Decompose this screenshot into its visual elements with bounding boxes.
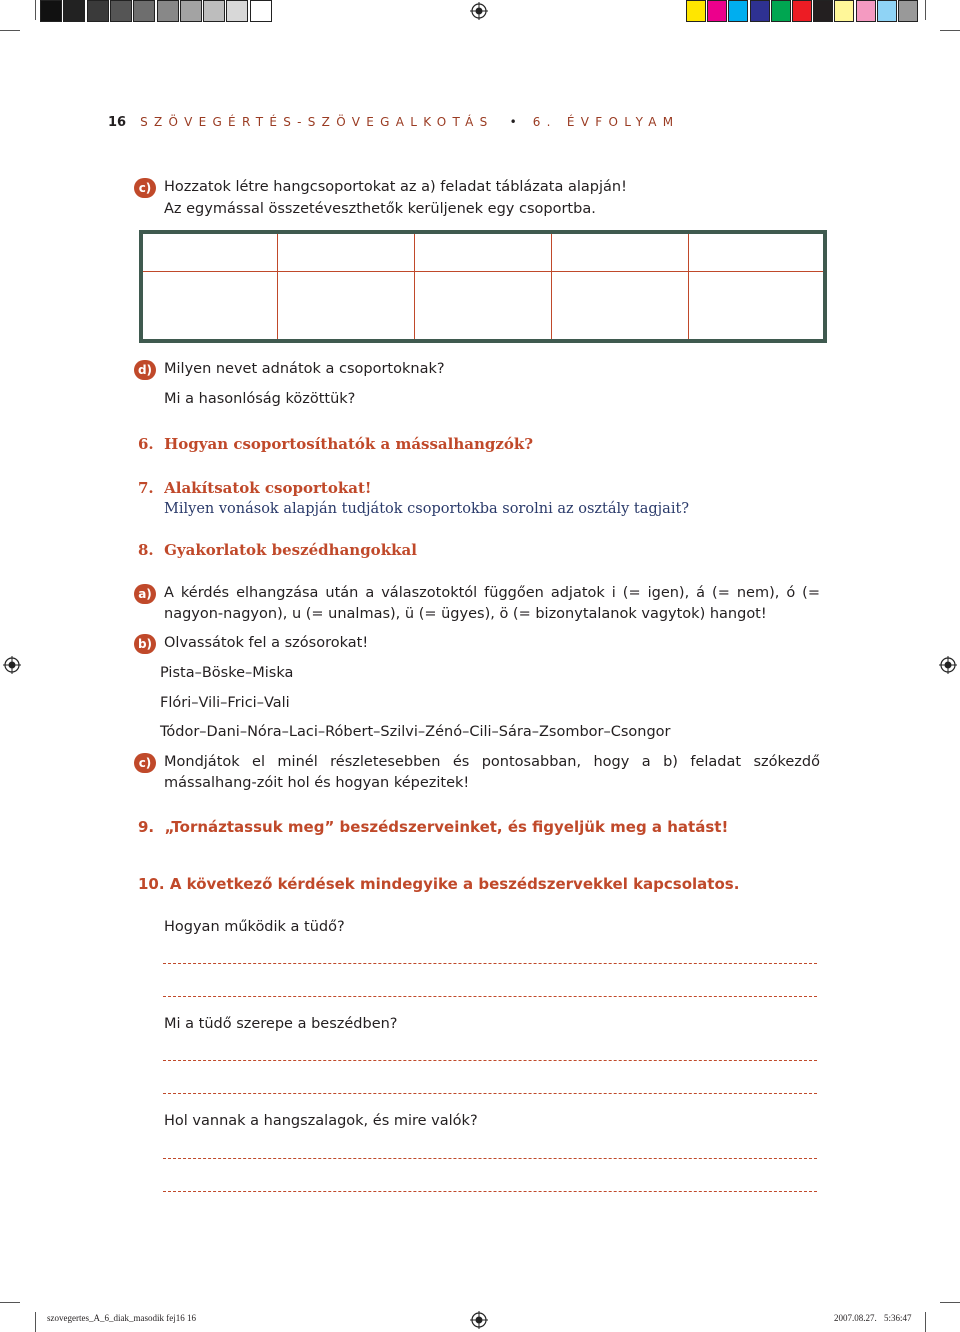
color-swatch bbox=[728, 0, 748, 22]
registration-mark-icon bbox=[939, 656, 957, 674]
color-swatch bbox=[686, 0, 706, 22]
task-d-line2: Mi a hasonlóság közöttük? bbox=[164, 391, 356, 407]
task-8-heading: 8. Gyakorlatok beszédhangokkal bbox=[138, 541, 417, 559]
gray-swatch bbox=[203, 0, 225, 22]
question-2: Mi a tüdő szerepe a beszédben? bbox=[164, 1016, 398, 1032]
color-swatch bbox=[856, 0, 876, 22]
answer-line[interactable] bbox=[163, 1060, 817, 1061]
question-1: Hogyan működik a tüdő? bbox=[164, 919, 345, 935]
gray-swatch bbox=[250, 0, 272, 22]
color-swatch bbox=[813, 0, 833, 22]
task-8c-text: Mondjátok el minél részletesebben és pontosabban, hogy a b) feladat szókezdő mássalhang-zóit hol és hogyan képezitek! bbox=[164, 754, 820, 791]
gray-swatch bbox=[157, 0, 179, 22]
answer-line[interactable] bbox=[163, 963, 817, 964]
task-badge-d: d) bbox=[134, 360, 156, 380]
page-number: 16 bbox=[108, 115, 127, 130]
gray-swatch bbox=[180, 0, 202, 22]
answer-grid-table[interactable] bbox=[139, 230, 827, 343]
task-7-subtext: Milyen vonások alapján tudjátok csoportokba sorolni az osztály tagjait? bbox=[164, 501, 690, 517]
crop-mark-bottom-left bbox=[0, 1302, 20, 1303]
crop-mark-top-right bbox=[940, 30, 960, 31]
task-8a-text: A kérdés elhangzása után a válaszotoktól függően adjatok i (= igen), á (= nem), ó (= nagyon-nagyon), u (= unalmas), ü (= ügyes), ö (= bizonytalanok vagytok) hangot! bbox=[164, 585, 820, 622]
header-title-left: SZÖVEGÉRTÉS-SZÖVEGALKOTÁS bbox=[140, 115, 494, 129]
word-row-2: Flóri–Vili–Frici–Vali bbox=[160, 695, 290, 711]
word-row-3: Tódor–Dani–Nóra–Laci–Róbert–Szilvi–Zénó–Cili–Sára–Zsombor–Csongor bbox=[160, 724, 671, 740]
header-bullet: • bbox=[509, 115, 517, 129]
color-swatch bbox=[898, 0, 918, 22]
color-swatch bbox=[771, 0, 791, 22]
gray-swatch bbox=[110, 0, 132, 22]
task-badge-b: b) bbox=[134, 634, 156, 654]
answer-line[interactable] bbox=[163, 1158, 817, 1159]
task-9-heading: 9. „Tornáztassuk meg” beszédszerveinket, és figyeljük meg a hatást! bbox=[138, 818, 729, 836]
question-3: Hol vannak a hangszalagok, és mire valók? bbox=[164, 1113, 478, 1129]
gray-swatch bbox=[226, 0, 248, 22]
task-c-line2: Az egymással összetéveszthetők kerüljenek egy csoportba. bbox=[164, 201, 596, 217]
running-header bbox=[108, 115, 679, 130]
task-8b-text: Olvassátok fel a szósorokat! bbox=[164, 635, 369, 651]
crop-mark-top-right-v bbox=[925, 0, 926, 20]
gray-swatch bbox=[87, 0, 109, 22]
task-10-heading: 10. A következő kérdések mindegyike a beszédszervekkel kapcsolatos. bbox=[138, 875, 740, 893]
registration-mark-icon bbox=[470, 1311, 488, 1329]
footer-time: 5:36:47 bbox=[884, 1313, 912, 1323]
color-swatch bbox=[834, 0, 854, 22]
answer-line[interactable] bbox=[163, 1093, 817, 1094]
crop-mark-top-left bbox=[0, 30, 20, 31]
answer-line[interactable] bbox=[163, 996, 817, 997]
crop-mark-top-left-v bbox=[35, 0, 36, 20]
crop-mark-bottom-left-v bbox=[35, 1312, 36, 1332]
task-badge-a: a) bbox=[134, 584, 156, 604]
color-swatch bbox=[877, 0, 897, 22]
gray-swatch bbox=[133, 0, 155, 22]
gray-swatch bbox=[63, 0, 85, 22]
task-6-heading: 6. Hogyan csoportosíthatók a mássalhangzók? bbox=[138, 435, 534, 453]
registration-mark-icon bbox=[470, 2, 488, 20]
footer-file: szovegertes_A_6_diak_masodik fej16 16 bbox=[47, 1313, 196, 1323]
color-swatch bbox=[707, 0, 727, 22]
task-d-line1: Milyen nevet adnátok a csoportoknak? bbox=[164, 361, 445, 377]
gray-swatch bbox=[40, 0, 62, 22]
color-swatch bbox=[792, 0, 812, 22]
task-7-heading: 7. Alakítsatok csoportokat! bbox=[138, 479, 372, 497]
crop-mark-bottom-right-v bbox=[925, 1312, 926, 1332]
color-swatch bbox=[750, 0, 770, 22]
header-title-right: 6. ÉVFOLYAM bbox=[532, 115, 680, 129]
task-badge-c: c) bbox=[134, 178, 156, 198]
answer-line[interactable] bbox=[163, 1191, 817, 1192]
task-c-line1: Hozzatok létre hangcsoportokat az a) feladat táblázata alapján! bbox=[164, 179, 627, 195]
task-badge-c2: c) bbox=[134, 753, 156, 773]
word-row-1: Pista–Böske–Miska bbox=[160, 665, 294, 681]
registration-mark-icon bbox=[3, 656, 21, 674]
footer-date: 2007.08.27. bbox=[834, 1313, 877, 1323]
crop-mark-bottom-right bbox=[940, 1302, 960, 1303]
